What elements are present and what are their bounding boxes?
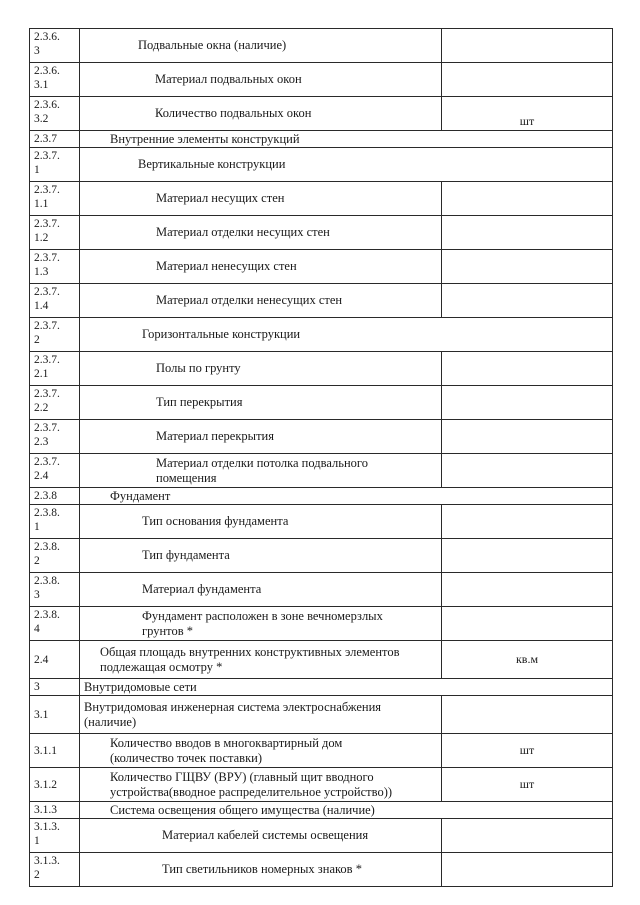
table-row bbox=[30, 539, 613, 573]
row-unit bbox=[442, 352, 613, 386]
row-name: Материал ненесущих стен bbox=[80, 250, 442, 284]
row-number: 2.4 bbox=[30, 641, 80, 679]
row-number: 2.3.7. 1.3 bbox=[30, 250, 80, 284]
row-number: 2.3.7. 2.1 bbox=[30, 352, 80, 386]
row-unit: шт bbox=[442, 97, 613, 131]
row-number: 3.1.3. 2 bbox=[30, 853, 80, 887]
table-row bbox=[30, 63, 613, 97]
section-name: Внутренние элементы конструкций bbox=[80, 131, 613, 148]
row-unit bbox=[442, 420, 613, 454]
row-number: 2.3.6. 3 bbox=[30, 29, 80, 63]
row-unit bbox=[442, 386, 613, 420]
table-row bbox=[30, 131, 613, 148]
table-row bbox=[30, 641, 613, 679]
row-number: 2.3.7 bbox=[30, 131, 80, 148]
row-number: 3.1.3 bbox=[30, 802, 80, 819]
row-number: 2.3.7. 1.2 bbox=[30, 216, 80, 250]
table-row bbox=[30, 802, 613, 819]
row-name: Подвальные окна (наличие) bbox=[80, 29, 442, 63]
row-unit bbox=[442, 216, 613, 250]
row-name: Фундамент расположен в зоне вечномерзлых грунтов * bbox=[80, 607, 442, 641]
row-name: Материал подвальных окон bbox=[80, 63, 442, 97]
row-name: Количество подвальных окон bbox=[80, 97, 442, 131]
row-unit bbox=[442, 853, 613, 887]
row-unit: шт bbox=[442, 734, 613, 768]
row-unit bbox=[442, 819, 613, 853]
table-row bbox=[30, 454, 613, 488]
row-number: 3.1.3. 1 bbox=[30, 819, 80, 853]
table-row bbox=[30, 505, 613, 539]
row-unit bbox=[442, 607, 613, 641]
table-row bbox=[30, 573, 613, 607]
table-row bbox=[30, 607, 613, 641]
row-number: 2.3.7. 1 bbox=[30, 148, 80, 182]
table-row bbox=[30, 352, 613, 386]
table-row bbox=[30, 420, 613, 454]
row-unit bbox=[442, 182, 613, 216]
row-number: 2.3.8. 4 bbox=[30, 607, 80, 641]
row-unit bbox=[442, 696, 613, 734]
row-name: Количество ГЩВУ (ВРУ) (главный щит вводного устройства(вводное распределительное устройство)) bbox=[80, 768, 442, 802]
row-number: 2.3.7. 2 bbox=[30, 318, 80, 352]
row-name: Материал отделки ненесущих стен bbox=[80, 284, 442, 318]
table-row bbox=[30, 148, 613, 182]
table-row bbox=[30, 318, 613, 352]
row-number: 2.3.8. 2 bbox=[30, 539, 80, 573]
row-number: 2.3.7. 2.3 bbox=[30, 420, 80, 454]
row-number: 3.1 bbox=[30, 696, 80, 734]
row-unit bbox=[442, 29, 613, 63]
row-number: 2.3.8. 3 bbox=[30, 573, 80, 607]
row-number: 3 bbox=[30, 679, 80, 696]
row-number: 2.3.6. 3.1 bbox=[30, 63, 80, 97]
row-name: Материал фундамента bbox=[80, 573, 442, 607]
row-name: Материал несущих стен bbox=[80, 182, 442, 216]
row-name: Количество вводов в многоквартирный дом (количество точек поставки) bbox=[80, 734, 442, 768]
table-row bbox=[30, 679, 613, 696]
table-row bbox=[30, 696, 613, 734]
row-name: Материал кабелей системы освещения bbox=[80, 819, 442, 853]
row-number: 2.3.7. 1.4 bbox=[30, 284, 80, 318]
table-row bbox=[30, 819, 613, 853]
section-name: Внутридомовые сети bbox=[80, 679, 613, 696]
inspection-table bbox=[29, 28, 613, 887]
table-row bbox=[30, 386, 613, 420]
row-number: 2.3.6. 3.2 bbox=[30, 97, 80, 131]
row-unit: шт bbox=[442, 768, 613, 802]
section-name: Система освещения общего имущества (наличие) bbox=[80, 802, 613, 819]
section-name: Фундамент bbox=[80, 488, 613, 505]
row-number: 3.1.2 bbox=[30, 768, 80, 802]
row-unit bbox=[442, 63, 613, 97]
table-row bbox=[30, 488, 613, 505]
table-row bbox=[30, 97, 613, 131]
table-row bbox=[30, 734, 613, 768]
document-page bbox=[29, 28, 613, 887]
row-unit bbox=[442, 284, 613, 318]
row-unit: кв.м bbox=[442, 641, 613, 679]
row-unit bbox=[442, 250, 613, 284]
table-row bbox=[30, 216, 613, 250]
section-name: Горизонтальные конструкции bbox=[80, 318, 613, 352]
row-unit bbox=[442, 454, 613, 488]
row-name: Тип светильников номерных знаков * bbox=[80, 853, 442, 887]
section-name: Вертикальные конструкции bbox=[80, 148, 613, 182]
row-unit bbox=[442, 539, 613, 573]
row-name: Внутридомовая инженерная система электроснабжения (наличие) bbox=[80, 696, 442, 734]
row-name: Тип перекрытия bbox=[80, 386, 442, 420]
table-row bbox=[30, 29, 613, 63]
row-number: 3.1.1 bbox=[30, 734, 80, 768]
table-row bbox=[30, 768, 613, 802]
row-name: Тип основания фундамента bbox=[80, 505, 442, 539]
table-row bbox=[30, 182, 613, 216]
table-row bbox=[30, 853, 613, 887]
row-number: 2.3.8 bbox=[30, 488, 80, 505]
row-number: 2.3.8. 1 bbox=[30, 505, 80, 539]
row-name: Общая площадь внутренних конструктивных элементов подлежащая осмотру * bbox=[80, 641, 442, 679]
row-name: Тип фундамента bbox=[80, 539, 442, 573]
row-name: Материал отделки потолка подвального помещения bbox=[80, 454, 442, 488]
table-row bbox=[30, 250, 613, 284]
row-unit bbox=[442, 505, 613, 539]
row-name: Материал перекрытия bbox=[80, 420, 442, 454]
table-row bbox=[30, 284, 613, 318]
row-number: 2.3.7. 2.2 bbox=[30, 386, 80, 420]
row-number: 2.3.7. 1.1 bbox=[30, 182, 80, 216]
row-name: Полы по грунту bbox=[80, 352, 442, 386]
row-unit bbox=[442, 573, 613, 607]
row-name: Материал отделки несущих стен bbox=[80, 216, 442, 250]
row-number: 2.3.7. 2.4 bbox=[30, 454, 80, 488]
